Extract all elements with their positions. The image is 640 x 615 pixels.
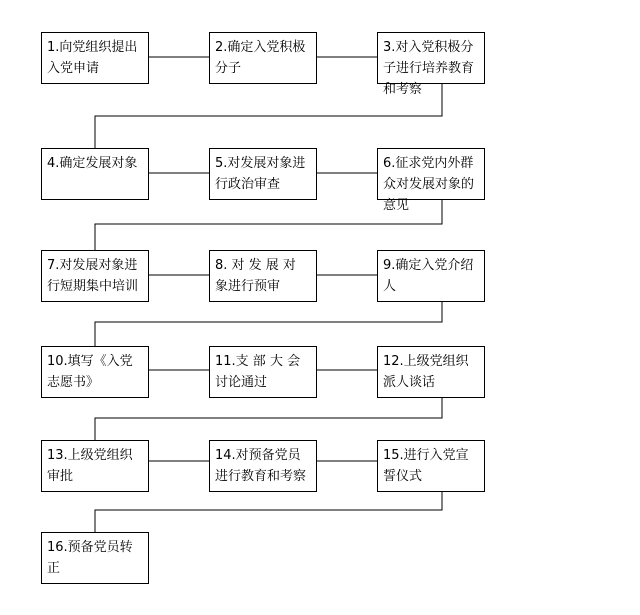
step-1-box: 1.向党组织提出入党申请 <box>41 32 149 84</box>
step-9-box: 9.确定入党介绍人 <box>377 250 485 302</box>
connector-15-16 <box>95 490 442 532</box>
step-14-box: 14.对预备党员进行教育和考察 <box>209 440 317 492</box>
step-8-box: 8. 对 发 展 对 象进行预审 <box>209 250 317 302</box>
step-6-box: 6.征求党内外群众对发展对象的意见 <box>377 148 485 200</box>
connector-9-10 <box>95 302 442 346</box>
step-15-box: 15.进行入党宣誓仪式 <box>377 440 485 492</box>
step-13-box: 13.上级党组织审批 <box>41 440 149 492</box>
connector-12-13 <box>95 396 442 442</box>
step-3-box: 3.对入党积极分子进行培养教育和考察 <box>377 32 485 84</box>
step-5-box: 5.对发展对象进行政治审查 <box>209 148 317 200</box>
step-2-box: 2.确定入党积极分子 <box>209 32 317 84</box>
step-4-box: 4.确定发展对象 <box>41 148 149 200</box>
step-11-box: 11.支 部 大 会 讨论通过 <box>209 346 317 398</box>
step-16-box: 16.预备党员转正 <box>41 532 149 584</box>
step-12-box: 12.上级党组织派人谈话 <box>377 346 485 398</box>
step-10-box: 10.填写《入党志愿书》 <box>41 346 149 398</box>
step-7-box: 7.对发展对象进行短期集中培训 <box>41 250 149 302</box>
